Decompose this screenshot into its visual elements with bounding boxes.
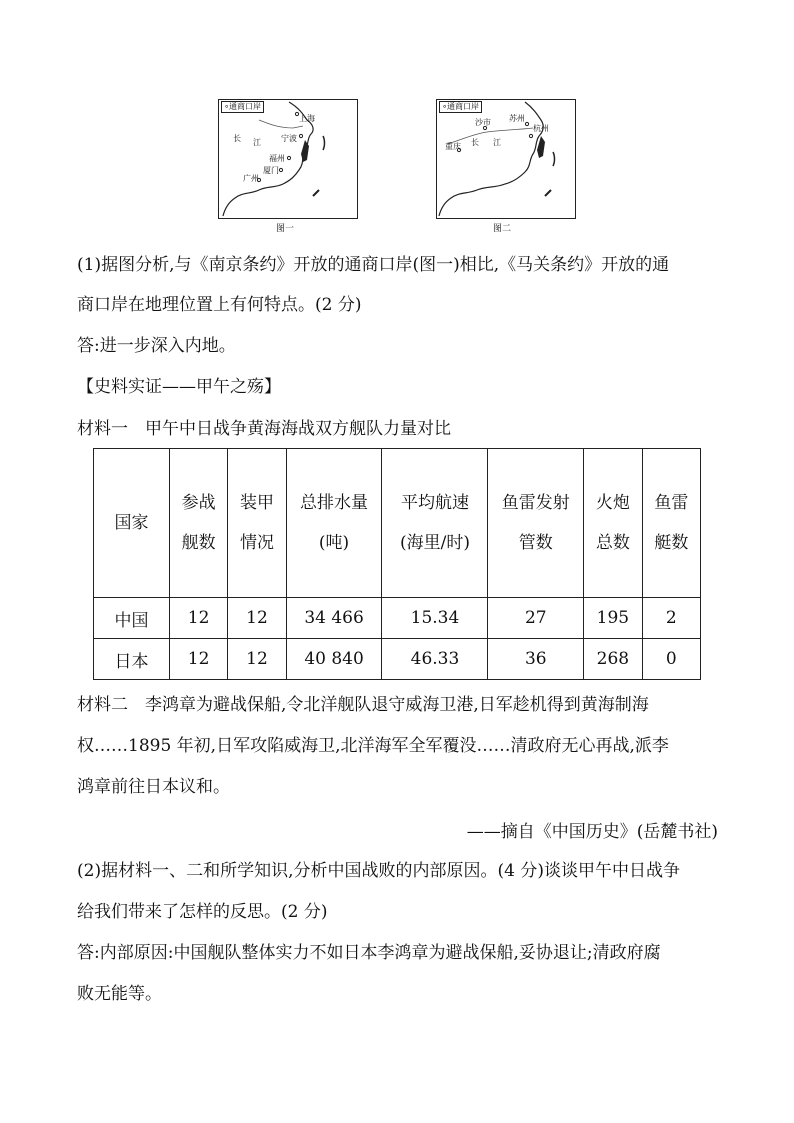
table-cell: 日本 [94,639,170,680]
map-caption-2: 图二 [493,224,512,234]
river-label: 长 [233,134,241,143]
table-cell: 34 466 [286,598,382,639]
answer-2-line-1: 答:内部原因:中国舰队整体实力不如日本李鸿章为避战保船,妥协退让;清政府腐 [77,943,661,963]
header-cell: 平均航速 (海里/时) [382,449,488,598]
table-cell: 268 [584,639,643,680]
header-cell: 总排水量 (吨) [286,449,382,598]
city-label: 苏州 [509,114,525,123]
legend-treaty-ports: ∘通商口岸 [439,101,482,113]
river-label: 江 [493,138,501,147]
table-cell: 0 [642,639,700,680]
header-cell: 参战 舰数 [169,449,227,598]
city-label: 杭州 [533,124,549,133]
header-cell: 国家 [94,449,170,598]
material-2-line-2: 权……1895 年初,日军攻陷威海卫,北洋海军全军覆没……清政府无心再战,派李 [77,736,669,756]
answer-1: 答:进一步深入内地。 [77,336,236,356]
table-cell: 12 [228,639,286,680]
section-title: 【史料实证——甲午之殇】 [77,377,281,397]
question-1-line-1: (1)据图分析,与《南京条约》开放的通商口岸(图一)相比,《马关条约》开放的通 [77,255,670,275]
table-cell: 40 840 [286,639,382,680]
map-figure-2 [436,99,576,219]
city-label: 广州 [243,174,259,183]
table-cell: 12 [228,598,286,639]
fleet-comparison-table [93,448,701,680]
question-1-line-2: 商口岸在地理位置上有何特点。(2 分) [77,295,362,315]
question-2-line-1: (2)据材料一、二和所学知识,分析中国战败的内部原因。(4 分)谈谈甲午中日战争 [77,861,680,881]
material-2-line-1: 材料二 李鸿章为避战保船,令北洋舰队退守威海卫港,日军趁机得到黄海制海 [77,695,649,715]
city-label: 厦门 [263,166,279,175]
coastline-map-2 [437,100,575,218]
header-cell: 鱼雷 艇数 [642,449,700,598]
material-2-line-3: 鸿章前往日本议和。 [77,777,230,797]
table-cell: 27 [488,598,584,639]
river-label: 长 [471,138,479,147]
answer-2-line-2: 败无能等。 [77,984,162,1004]
city-label: 宁波 [281,134,297,143]
question-2-line-2: 给我们带来了怎样的反思。(2 分) [77,902,328,922]
city-label: 福州 [269,154,285,163]
table-row [94,598,701,639]
table-row [94,639,701,680]
river-label: 江 [253,138,261,147]
table-cell: 中国 [94,598,170,639]
city-label: 沙市 [475,118,491,127]
table-cell: 36 [488,639,584,680]
header-cell: 火炮 总数 [584,449,643,598]
table-cell: 2 [642,598,700,639]
table-cell: 195 [584,598,643,639]
material-2-source: ——摘自《中国历史》(岳麓书社) [466,822,718,842]
table-header-row [94,449,701,598]
table-cell: 12 [169,598,227,639]
header-cell: 鱼雷发射 管数 [488,449,584,598]
table-cell: 12 [169,639,227,680]
header-cell: 装甲 情况 [228,449,286,598]
city-label: 上海 [299,114,315,123]
legend-treaty-ports: ∘通商口岸 [221,101,264,113]
city-label: 重庆 [445,142,461,151]
material-1-title: 材料一 甲午中日战争黄海海战双方舰队力量对比 [77,419,451,439]
table-cell: 46.33 [382,639,488,680]
coastline-map-1 [219,100,357,218]
table-cell: 15.34 [382,598,488,639]
map-figure-1 [218,99,358,219]
map-caption-1: 图一 [276,224,295,234]
